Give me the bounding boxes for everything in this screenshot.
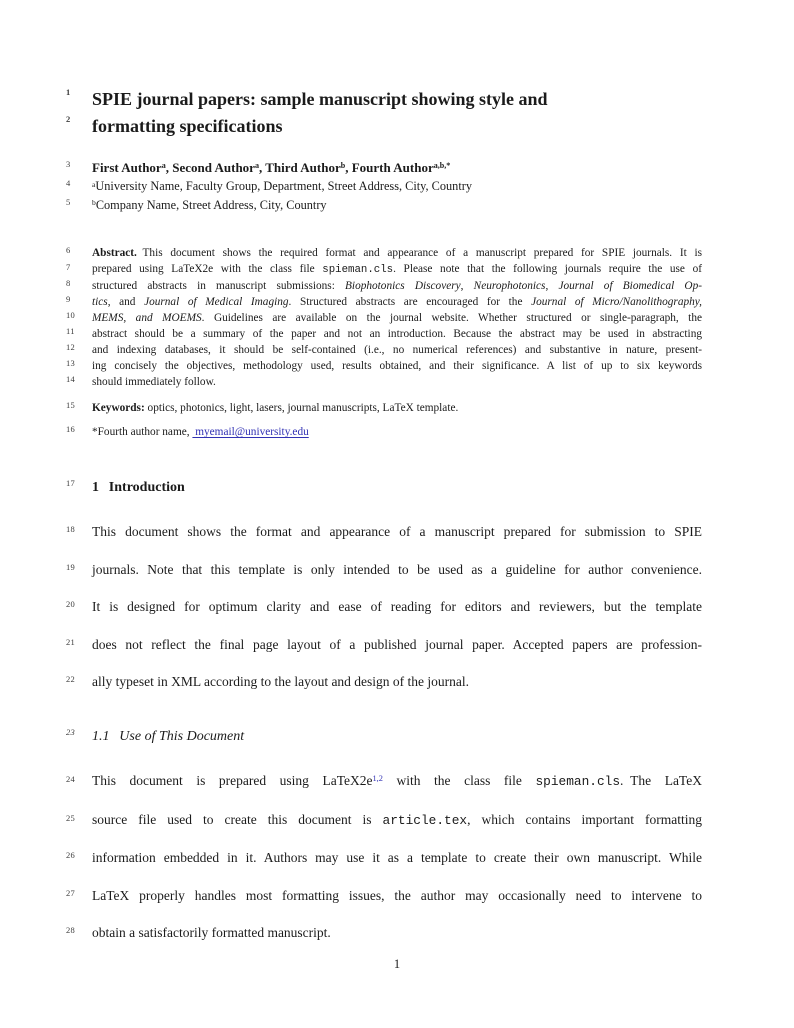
line-16 [0,424,794,440]
text-segment: It is designed for optimum clarity and ease of reading for editors and reviewers, but the template [92,599,702,614]
text-segment: a [92,179,96,189]
line-17 [0,478,794,498]
line-number: 27 [66,887,76,898]
text-segment: a,b,* [433,161,451,171]
text-segment: with the class file [382,773,536,788]
line-number: 22 [66,674,76,684]
line-28 [0,924,794,942]
line-3 [0,158,794,177]
text-segment: . Structured abstracts are encouraged for the [288,296,532,308]
text-segment: structured abstracts in manuscript submissions: [92,280,346,292]
text-segment: , which contains important formatting [467,811,702,827]
text-segment: MEMS, and MOEMS [92,312,202,324]
text-segment: SPIE journal papers: sample manuscript showing style and [92,89,548,109]
text-segment: information embedded in it. Authors may use it as a template to create their own manuscript. While [92,850,702,865]
line-text [92,478,702,498]
line-text [92,811,702,830]
line-number: 18 [66,524,76,534]
line-number: 19 [66,561,76,572]
text-segment: ally typeset in XML according to the layout and design of the journal. [92,674,470,689]
line-number: 4 [66,178,71,188]
text-segment: a [254,161,259,171]
text-segment: spieman.cls [322,264,394,276]
line-2 [0,113,794,140]
line-number: 16 [66,424,76,434]
text-segment: . Guidelines are available on the journal website. Whether structured or single-paragraph, the [201,312,702,324]
line-number: 23 [66,727,76,737]
line-text [92,326,702,342]
line-number: 3 [66,159,71,169]
line-18 [0,523,794,541]
manuscript-lines [0,86,794,942]
text-segment: b [340,161,346,171]
line-text [92,158,702,177]
text-segment: University Name, Faculty Group, Department, Street Address, City, Country [95,179,472,193]
line-22 [0,673,794,691]
line-26 [0,849,794,867]
line-11 [0,326,794,342]
text-segment: LaTeX properly handles most formatting issues, the author may occasionally need to intervene to [92,887,702,903]
line-9 [0,294,794,310]
line-12 [0,342,794,358]
text-segment: . Please note that the following journals require the use of [393,263,702,275]
line-24 [0,772,794,791]
line-number: 11 [66,326,75,336]
citation-link[interactable]: 1,2 [372,774,383,784]
line-21 [0,636,794,654]
line-number: 24 [66,774,76,784]
text-segment: obtain a satisfactorily formatted manuscript. [92,925,331,940]
text-segment: b [92,198,96,208]
line-text [92,424,702,440]
text-segment: optics, photonics, light, lasers, journal manuscripts, LaTeX template. [144,402,459,414]
line-text [92,294,702,310]
text-segment: article.tex [382,812,468,828]
line-number: 14 [66,374,76,384]
text-segment: , and [107,296,145,308]
text-segment: Abstract. [92,247,137,259]
line-5 [0,196,794,215]
text-segment: , [545,280,559,292]
line-text [92,245,702,261]
text-segment: *Fourth author name, [92,426,193,438]
line-number: 21 [66,636,76,647]
text-segment: spieman.cls [535,774,621,789]
line-text [92,196,702,215]
line-number: 10 [66,310,76,320]
text-segment: , [460,280,474,292]
line-13 [0,358,794,374]
text-segment: , Third Author [258,160,341,175]
line-23 [0,727,794,747]
line-text [92,358,702,374]
line-text [92,598,702,616]
line-text [92,342,702,358]
line-20 [0,598,794,616]
text-segment: This document is prepared using LaTeX2e [92,773,373,788]
line-text [92,113,702,140]
line-text [92,727,702,747]
line-number: 15 [66,400,76,410]
email-link[interactable]: myemail@university.edu [192,426,309,438]
line-number: 12 [66,342,76,352]
line-text [92,177,702,196]
line-7 [0,261,794,278]
text-segment: First Author [92,160,162,175]
line-number: 28 [66,925,76,935]
line-text [92,261,702,278]
text-segment: Keywords: [92,402,145,414]
line-text [92,523,702,541]
line-text [92,849,702,867]
line-number: 5 [66,196,71,207]
text-segment: Journal of Micro/Nanolithography, [531,296,702,308]
text-segment: prepared using LaTeX2e with the class file [92,263,323,275]
text-segment: 1 Introduction [92,480,185,495]
line-number: 13 [66,358,76,368]
text-segment: Company Name, Street Address, City, Country [95,197,327,212]
line-number: 2 [66,114,71,124]
line-text [92,673,702,691]
text-segment: source file used to create this document is [92,811,383,827]
text-segment: Neurophotonics [473,280,546,292]
line-number: 9 [66,294,71,304]
text-segment: , Fourth Author [345,160,434,175]
text-segment: This document shows the required format and appearance of a manuscript prepared for SPIE journals. It is [136,247,702,259]
line-8 [0,278,794,294]
text-segment: This document shows the format and appearance of a manuscript prepared for submission to SPIE [92,524,702,539]
line-text [92,887,702,905]
text-segment: and indexing databases, it should be self-contained (i.e., no numerical references) and substantive in nature, present- [92,344,702,356]
line-15 [0,400,794,416]
text-segment: a [161,161,166,171]
line-19 [0,561,794,579]
line-text [92,400,702,416]
line-text [92,310,702,326]
text-segment: journals. Note that this template is only intended to be used as a guideline for author convenience. [92,561,702,577]
line-number: 25 [66,812,76,823]
line-number: 20 [66,599,76,609]
text-segment: does not reflect the final page layout of a published journal paper. Accepted papers are profession- [92,636,702,652]
line-number: 8 [66,278,71,288]
text-segment: Biophotonics Discovery [345,280,461,292]
line-number: 1 [66,87,71,97]
line-text [92,924,702,942]
line-text [92,278,702,294]
text-segment: 1.1 Use of This Document [92,729,245,744]
line-text [92,86,702,113]
page-number: 1 [393,957,401,971]
text-segment: , Second Author [165,160,255,175]
line-text [92,636,702,654]
text-segment: ing concisely the objectives, methodology used, results obtained, and their significance. A list of up to six keywords [92,360,702,372]
line-10 [0,310,794,326]
line-4 [0,177,794,196]
line-number: 6 [66,245,71,255]
line-6 [0,245,794,261]
line-1 [0,86,794,113]
text-segment: formatting specifications [92,116,283,136]
line-14 [0,374,794,390]
line-text [92,561,702,579]
text-segment: . The LaTeX [620,773,702,788]
text-segment: should immediately follow. [92,376,216,388]
text-segment: abstract should be a summary of the paper and not an introduction. Because the abstract may be used in abstracting [92,328,702,340]
line-27 [0,887,794,905]
text-segment: Journal of Medical Imaging [144,296,289,308]
text-segment: tics [92,296,108,308]
line-number: 26 [66,850,76,860]
line-text [92,374,702,390]
text-segment: Journal of Biomedical Op- [558,280,702,292]
line-25 [0,811,794,830]
line-number: 17 [66,478,76,488]
line-text [92,772,702,791]
line-number: 7 [66,262,71,272]
